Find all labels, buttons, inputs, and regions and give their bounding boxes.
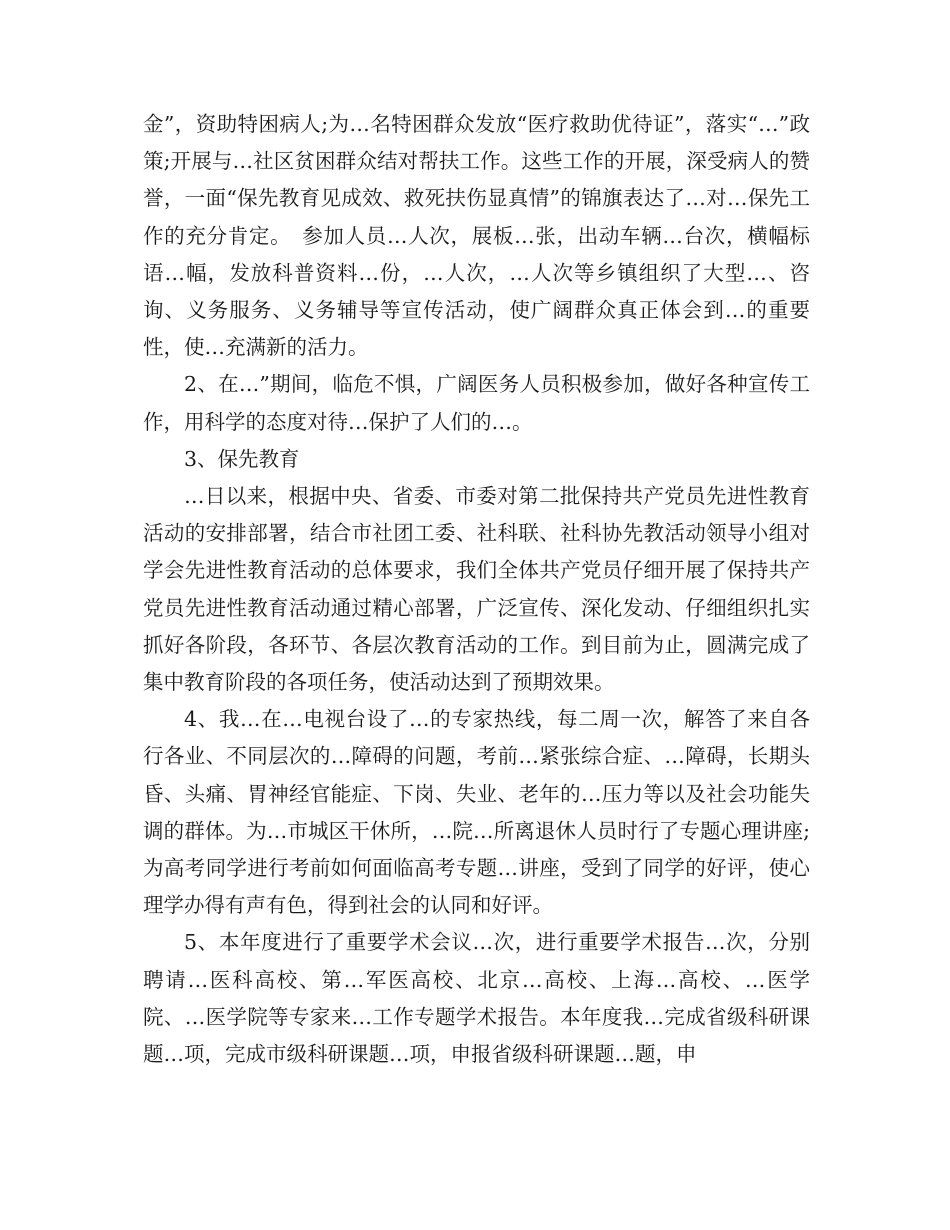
paragraph-5: 5、本年度进行了重要学术会议…次，进行重要学术报告…次，分别聘请…医科高校、第…军医高校、北京…高校、上海…高校、…医学院、…医学院等专家来…工作专题学术报告。本年度我…完成省级科研课题…项，完成市级科研课题…项，申报省级科研课题…题，申 [143, 930, 810, 1067]
paragraph-1: 金”，资助特困病人;为…名特困群众发放“医疗救助优待证”，落实“…”政策;开展与…社区贫困群众结对帮扶工作。这些工作的开展，深受病人的赞誉，一面“保先教育见成效、救死扶伤显真情”的锦旗表达了…对…保先工作的充分肯定。 参加人员…人次，展板…张，出动车辆…台次，横幅标语…幅，发放科普资料…份，…人次，…人次等乡镇组织了大型…、咨询、义务服务、义务辅导等宣传活动，使广阔群众真正体会到…的重要性，使…充满新的活力。 [143, 112, 810, 360]
paragraph-2: 2、在…”期间，临危不惧，广阔医务人员积极参加，做好各种宣传工作，用科学的态度对待…保护了人们的…。 [143, 372, 810, 434]
paragraph-4: 4、我…在…电视台设了…的专家热线，每二周一次，解答了来自各行各业、不同层次的…障碍的问题，考前…紧张综合症、…障碍，长期头昏、头痛、胃神经官能症、下岗、失业、老年的…压力等以及社会功能失调的群体。为…市城区干休所，…院…所离退休人员时行了专题心理讲座;为高考同学进行考前如何面临高考专题…讲座，受到了同学的好评，使心理学办得有声有色，得到社会的认同和好评。 [143, 707, 810, 918]
section-heading-3: 3、保先教育 [184, 446, 300, 471]
paragraph-3: …日以来，根据中央、省委、市委对第二批保持共产党员先进性教育活动的安排部署，结合市社团工委、社科联、社科协先教活动领导小组对学会先进性教育活动的总体要求，我们全体共产党员仔细开展了保持共产党员先进性教育活动通过精心部署，广泛宣传、深化发动、仔细组织扎实抓好各阶段，各环节、各层次教育活动的工作。到目前为止，圆满完成了集中教育阶段的各项任务，使活动达到了预期效果。 [143, 484, 810, 695]
